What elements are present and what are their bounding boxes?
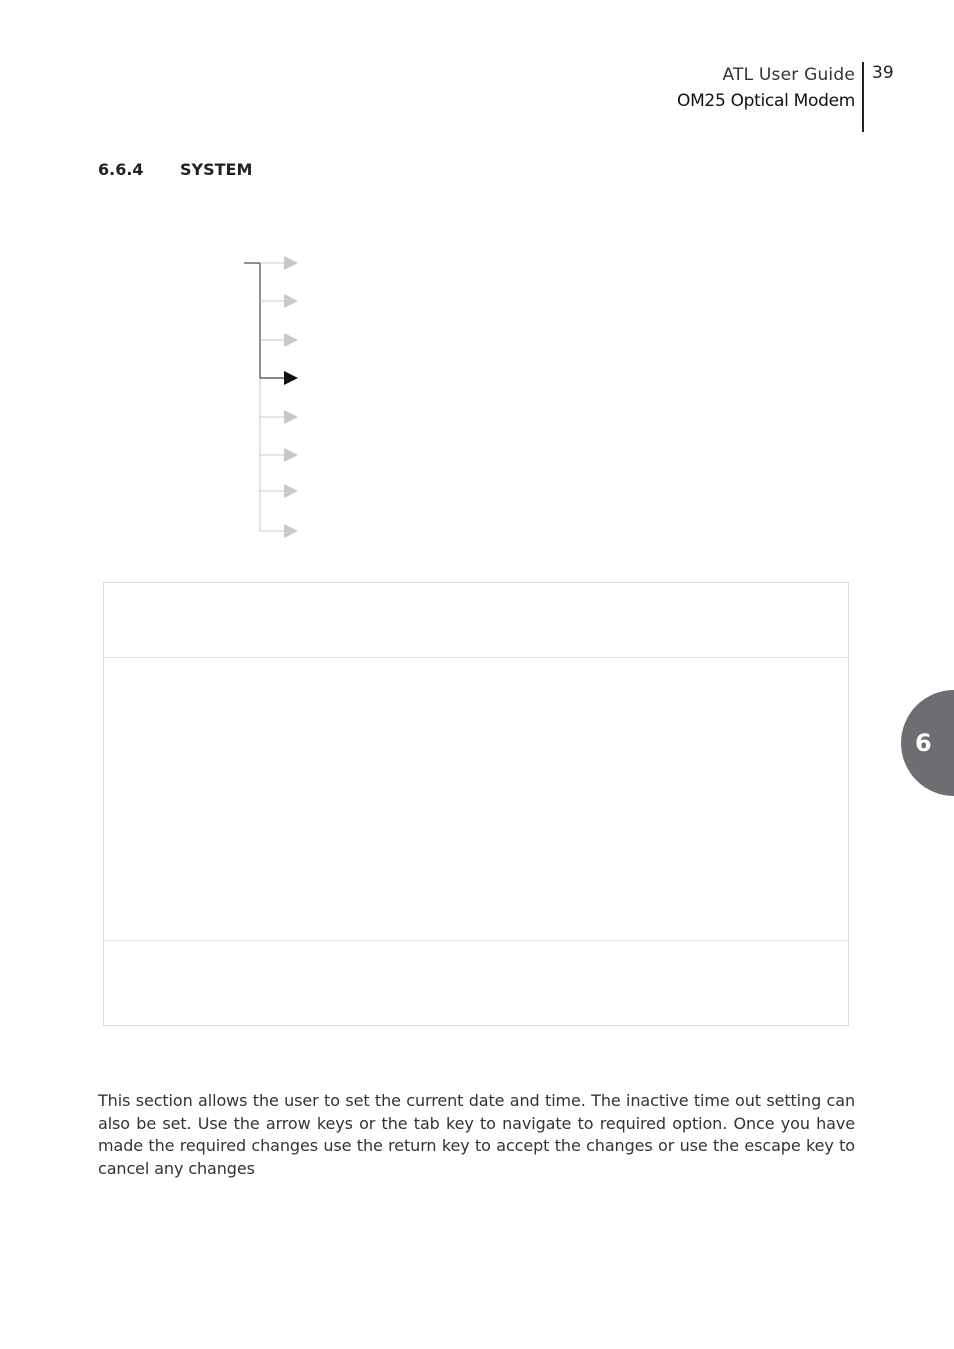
menu-tree-branch bbox=[260, 484, 298, 498]
frame-divider-bottom bbox=[104, 940, 848, 941]
menu-tree-branch bbox=[260, 294, 298, 308]
page-number: 39 bbox=[872, 63, 894, 83]
chapter-tab: 6 bbox=[901, 690, 954, 796]
arrow-right-icon bbox=[284, 410, 298, 424]
body-paragraph: This section allows the user to set the current date and time. The inactive time out setting can also be set. Use the arrow keys or the tab key to navigate to required option. Once you have made the required changes use the return key to accept the changes or use the escape key to cancel any changes bbox=[98, 1091, 855, 1178]
section-title: SYSTEM bbox=[180, 160, 253, 179]
arrow-right-icon bbox=[284, 448, 298, 462]
frame-divider-top bbox=[104, 657, 848, 658]
header-divider bbox=[862, 62, 864, 132]
guide-title: ATL User Guide bbox=[722, 65, 855, 85]
menu-tree-branch bbox=[260, 448, 298, 462]
product-title: OM25 Optical Modem bbox=[676, 91, 855, 111]
menu-tree-branch bbox=[260, 333, 298, 347]
menu-tree-branch bbox=[260, 256, 298, 270]
section-heading bbox=[98, 160, 252, 179]
arrow-right-icon bbox=[284, 333, 298, 347]
menu-tree-branch-active bbox=[260, 371, 298, 385]
section-number: 6.6.4 bbox=[98, 160, 144, 179]
screenshot-frame bbox=[103, 582, 849, 1026]
menu-tree-branch bbox=[260, 410, 298, 424]
menu-tree-branch bbox=[260, 524, 298, 538]
arrow-right-icon bbox=[284, 524, 298, 538]
arrow-right-icon bbox=[284, 294, 298, 308]
menu-tree-diagram bbox=[240, 250, 320, 550]
page-header bbox=[677, 62, 855, 114]
arrow-right-icon bbox=[284, 484, 298, 498]
arrow-right-icon bbox=[284, 256, 298, 270]
arrow-right-icon bbox=[284, 371, 298, 385]
